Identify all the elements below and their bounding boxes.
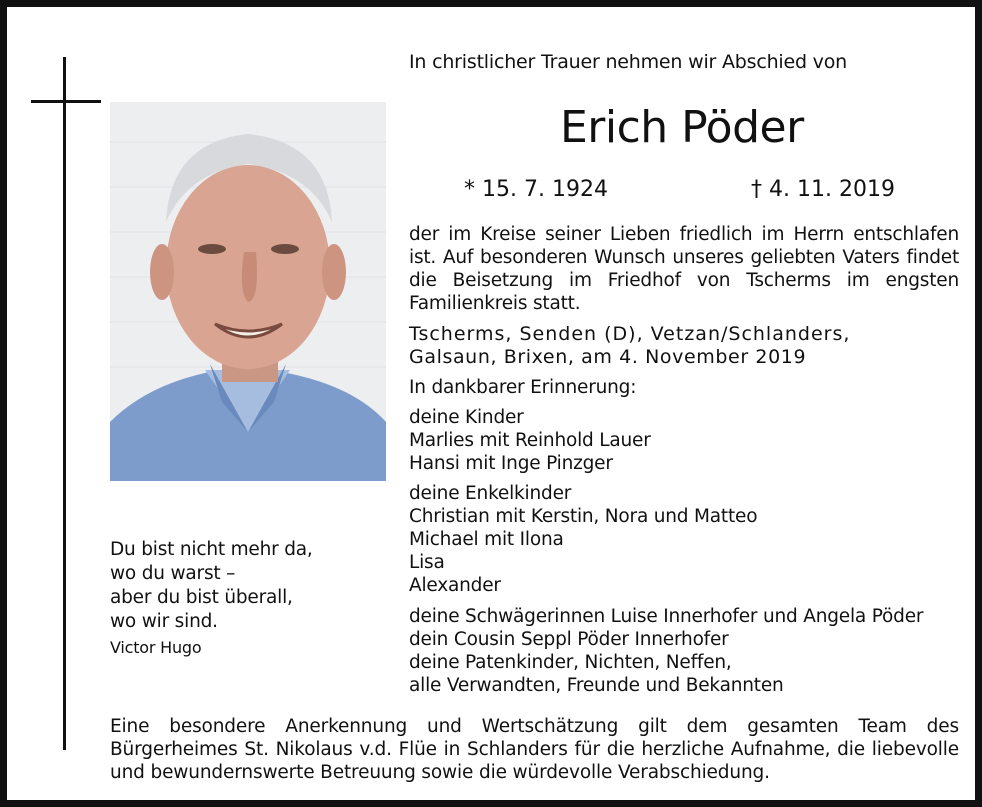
grandchildren-heading: deine Enkelkinder bbox=[409, 483, 572, 504]
poem bbox=[110, 538, 313, 634]
remembrance-label: In dankbarer Erinnerung: bbox=[409, 377, 637, 398]
relative-entry: alle Verwandten, Freunde und Bekannten bbox=[409, 675, 784, 696]
intro-paragraph: der im Kreise seiner Lieben friedlich im Herrn entschlafen ist. Auf besonderen Wunsch unseres geliebten Vaters findet die Beisetzung im Friedhof von Tscherms im engsten Familienkreis statt. bbox=[409, 224, 959, 314]
poem-line: wo du warst – bbox=[110, 563, 236, 584]
poem-line: wo wir sind. bbox=[110, 611, 218, 632]
birth-date: * 15. 7. 1924 bbox=[464, 177, 608, 202]
announcement-heading: In christlicher Trauer nehmen wir Abschied von bbox=[409, 51, 847, 73]
cross-horizontal-bar bbox=[31, 100, 101, 103]
acknowledgement-paragraph: Eine besondere Anerkennung und Wertschätzung gilt dem gesamten Team des Bürgerheimes St. Nikolaus v.d. Flüe in Schlanders für die herzliche Aufnahme, die liebevolle und bewundernswerte Betreuung sowie die würdevolle Verabschiedung. bbox=[110, 716, 959, 783]
relative-entry: deine Schwägerinnen Luise Innerhofer und Angela Pöder bbox=[409, 606, 924, 627]
grandchild-entry: Lisa bbox=[409, 552, 445, 573]
grandchild-entry: Alexander bbox=[409, 575, 501, 596]
child-entry: Hansi mit Inge Pinzger bbox=[409, 453, 613, 474]
relative-entry: dein Cousin Seppl Pöder Innerhofer bbox=[409, 629, 729, 650]
places-line-1: Tscherms, Senden (D), Vetzan/Schlanders, bbox=[409, 323, 851, 345]
children-heading: deine Kinder bbox=[409, 407, 524, 428]
cross-vertical-bar bbox=[63, 57, 66, 750]
deceased-name: Erich Pöder bbox=[560, 102, 804, 153]
places-line-2: Galsaun, Brixen, am 4. November 2019 bbox=[409, 346, 807, 368]
grandchild-entry: Michael mit Ilona bbox=[409, 529, 564, 550]
poem-line: Du bist nicht mehr da, bbox=[110, 539, 313, 560]
grandchild-entry: Christian mit Kerstin, Nora und Matteo bbox=[409, 506, 758, 527]
child-entry: Marlies mit Reinhold Lauer bbox=[409, 430, 651, 451]
relative-entry: deine Patenkinder, Nichten, Neffen, bbox=[409, 652, 732, 673]
poem-author: Victor Hugo bbox=[110, 638, 202, 657]
death-date: † 4. 11. 2019 bbox=[751, 177, 895, 202]
portrait-photo bbox=[110, 102, 386, 481]
poem-line: aber du bist überall, bbox=[110, 587, 293, 608]
